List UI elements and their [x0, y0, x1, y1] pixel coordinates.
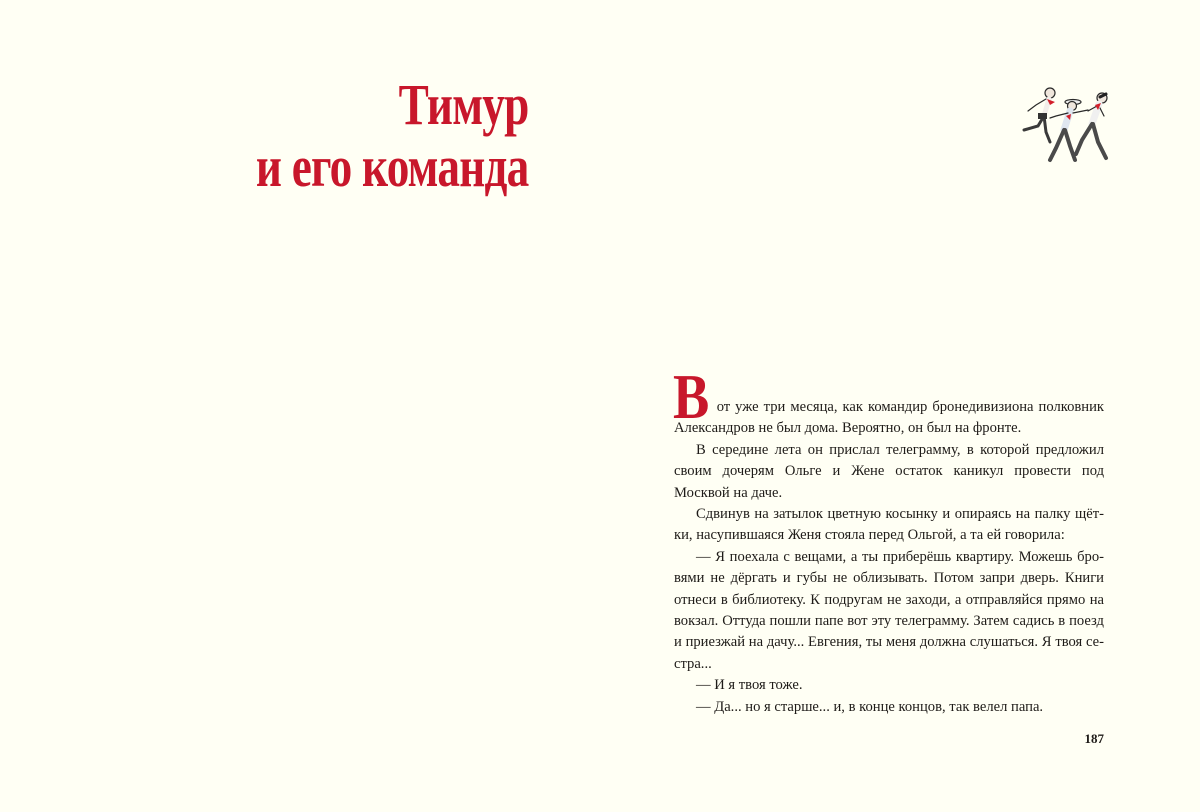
- paragraph-3: Сдвинув на затылок цветную косынку и опираясь на палку щётки, насупившаяся Женя стояла перед Ольгой, а та ей говорила:: [674, 506, 1104, 544]
- page-number: 187: [1084, 731, 1104, 746]
- paragraph-1: [673, 361, 1104, 440]
- chapter-title-line-2: и его команда: [255, 134, 528, 199]
- paragraph-4-dialogue: — Я поехала с вещами, а ты приберёшь квартиру. Можешь бровями не дёргать и губы не облизывать. Потом запри дверь. Книги отнеси в библиотеку. К подругам не заходи, а отправляйся прямо на вокзал. Оттуда пошли папе вот эту телеграмму. Затем садись в поезд и приезжай на дачу... Евгения, ты меня должна слушаться. Я твоя сестра...: [674, 548, 1104, 672]
- paragraph-5-dialogue: — И я твоя тоже.: [696, 677, 803, 694]
- chapter-title-line-1: Тимур: [398, 72, 528, 137]
- right-page: [600, 0, 1200, 812]
- paragraph-6-dialogue: — Да... но я старше... и, в конце концов, так велел папа.: [696, 698, 1044, 715]
- chapter-title: [255, 74, 528, 198]
- paragraph-1-text: от уже три месяца, как командир бронедивизиона полковник Александров не был дома. Вероятно, он был на фронте.: [674, 399, 1104, 437]
- running-pioneers-illustration: [1000, 80, 1115, 170]
- chapter-body-text: [673, 361, 1104, 718]
- drop-cap: В: [673, 361, 710, 432]
- paragraph-2: В середине лета он прислал телеграмму, в которой предложил своим дочерям Ольге и Жене остаток каникул провести под Москвой на даче.: [674, 441, 1104, 501]
